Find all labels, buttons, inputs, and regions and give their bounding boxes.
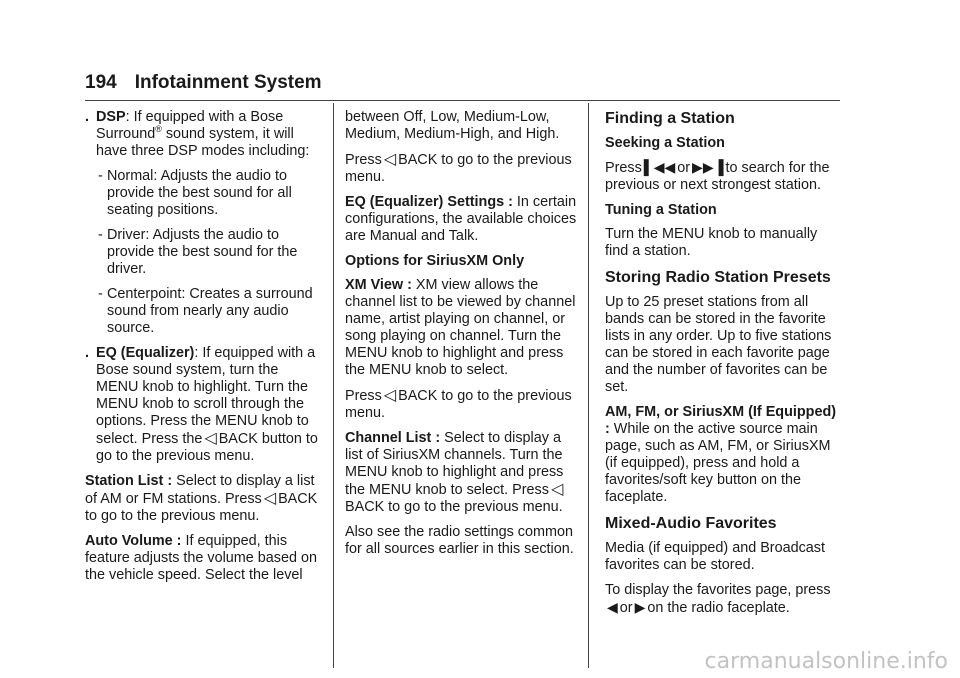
display-favorites-paragraph: [605, 582, 841, 617]
dsp-mode-centerpoint: [98, 286, 321, 337]
press-label: Press: [345, 152, 382, 168]
display-favorites-text-b: on the radio faceplate.: [647, 600, 790, 616]
or-label: or: [619, 600, 633, 616]
eq-term: EQ (Equalizer): [96, 345, 195, 361]
seek-forward-icon: ▶▶▐: [692, 159, 724, 175]
channel-list-term: Channel List :: [345, 430, 441, 446]
tuning-station-heading: Tuning a Station: [605, 202, 717, 218]
eq-text-a: : If equipped with a Bose sound system, turn the MENU knob to highlight. Turn the MENU knob to scroll through the options. Press the MENU knob to select. Press the: [96, 345, 316, 447]
watermark: carmanualsonline.info: [704, 649, 948, 674]
dsp-item: [85, 109, 321, 160]
bullet-marker: .: [85, 345, 89, 361]
arrow-right-icon: ▶: [634, 599, 646, 615]
column-divider-1: [333, 103, 334, 668]
auto-volume-paragraph: [85, 533, 321, 584]
options-siriusxm-heading: Options for SiriusXM Only: [345, 253, 525, 269]
seeking-text: to search for the previous or next strongest station.: [605, 160, 830, 193]
back-icon: ◁: [204, 430, 217, 447]
eq-settings-text: In certain configurations, the available choices are Manual and Talk.: [345, 194, 577, 244]
am-fm-term: AM, FM, or SiriusXM (If Equipped) :: [605, 404, 837, 437]
press-label: Press: [345, 388, 382, 404]
auto-volume-text: If equipped, this feature adjusts the volume based on the vehicle speed. Select the level: [85, 533, 317, 583]
eq-text-b: BACK button to go to the previous menu.: [96, 431, 318, 464]
xm-view-term: XM View :: [345, 277, 412, 293]
channel-list-text-a: Select to display a list of SiriusXM channels. Turn the MENU knob to highlight and press the MENU knob to select. Press: [345, 430, 564, 498]
back-icon: ◁: [550, 481, 564, 498]
finding-station-heading: Finding a Station: [605, 110, 735, 127]
seeking-station-heading: Seeking a Station: [605, 135, 725, 151]
page-header: [85, 71, 322, 95]
station-list-term: Station List :: [85, 473, 173, 489]
press-back-paragraph-1: [345, 151, 581, 186]
header-rule: [85, 100, 840, 101]
xm-view-text: XM view allows the channel list to be viewed by channel name, artist playing on channel, or song playing on channel. Turn the MENU knob to highlight and press the MENU knob to select.: [345, 277, 576, 378]
auto-volume-continued: between Off, Low, Medium-Low, Medium, Medium-High, and High.: [345, 109, 560, 142]
storing-paragraph: Up to 25 preset stations from all bands can be stored in the favorite lists in any order. Up to five stations can be stored in each favorite page and the number of favorites can be set.: [605, 294, 832, 395]
dsp-term: DSP: [96, 109, 126, 125]
section-title: Infotainment System: [134, 72, 322, 93]
tuning-paragraph: Turn the MENU knob to manually find a station.: [605, 226, 818, 259]
back-icon: ◁: [383, 387, 397, 404]
press-back-text: BACK to go to the previous menu.: [345, 152, 572, 185]
seek-back-icon: ▌◀◀: [643, 159, 676, 175]
also-see-paragraph: Also see the radio settings common for all sources earlier in this section.: [345, 524, 574, 557]
dsp-mode-text: Driver: Adjusts the audio to provide the best sound for the driver.: [107, 227, 298, 277]
arrow-left-icon: ◀: [607, 599, 618, 615]
dsp-mode-text: Normal: Adjusts the audio to provide the best sound for all seating positions.: [107, 168, 292, 218]
or-label: or: [677, 160, 691, 176]
column-1: [85, 109, 321, 592]
column-divider-2: [588, 103, 589, 668]
registered-mark: ®: [155, 124, 162, 135]
dash-marker: -: [98, 168, 103, 184]
station-list-paragraph: [85, 473, 321, 525]
xm-view-paragraph: [345, 277, 581, 379]
display-favorites-text-a: To display the favorites page, press: [605, 582, 831, 598]
dsp-text-b: sound system, it will have three DSP modes including:: [96, 126, 310, 159]
dash-marker: -: [98, 286, 103, 302]
column-2: [345, 109, 581, 566]
page-number: 194: [85, 72, 117, 93]
channel-list-text-b: BACK to go to the previous menu.: [345, 499, 563, 515]
dsp-text-a: : If equipped with a Bose Surround: [96, 109, 284, 142]
eq-item: [85, 345, 321, 465]
eq-settings-paragraph: [345, 194, 581, 245]
mixed-audio-paragraph: Media (if equipped) and Broadcast favorites can be stored.: [605, 540, 825, 573]
am-fm-paragraph: [605, 404, 841, 506]
dsp-mode-text: Centerpoint: Creates a surround sound from nearly any audio source.: [107, 286, 313, 336]
storing-presets-heading: Storing Radio Station Presets: [605, 269, 831, 286]
press-back-text: BACK to go to the previous menu.: [345, 388, 572, 421]
back-icon: ◁: [383, 151, 397, 168]
dash-marker: -: [98, 227, 103, 243]
am-fm-text: While on the active source main page, such as AM, FM, or SiriusXM (if equipped), press and hold a favorites/soft key button on the faceplate.: [605, 421, 831, 505]
seeking-paragraph: [605, 159, 841, 194]
station-list-text-a: Select to display a list of AM or FM stations. Press: [85, 473, 315, 507]
station-list-text-b: BACK to go to the previous menu.: [85, 491, 318, 524]
dsp-mode-normal: [98, 168, 321, 219]
eq-settings-term: EQ (Equalizer) Settings :: [345, 194, 513, 210]
mixed-audio-heading: Mixed-Audio Favorites: [605, 515, 777, 532]
dsp-mode-driver: [98, 227, 321, 278]
press-back-paragraph-2: [345, 387, 581, 422]
bullet-marker: .: [85, 109, 89, 125]
press-label: Press: [605, 160, 642, 176]
back-icon: ◁: [263, 490, 277, 507]
channel-list-paragraph: [345, 430, 581, 516]
auto-volume-term: Auto Volume :: [85, 533, 182, 549]
column-3: [605, 109, 841, 625]
